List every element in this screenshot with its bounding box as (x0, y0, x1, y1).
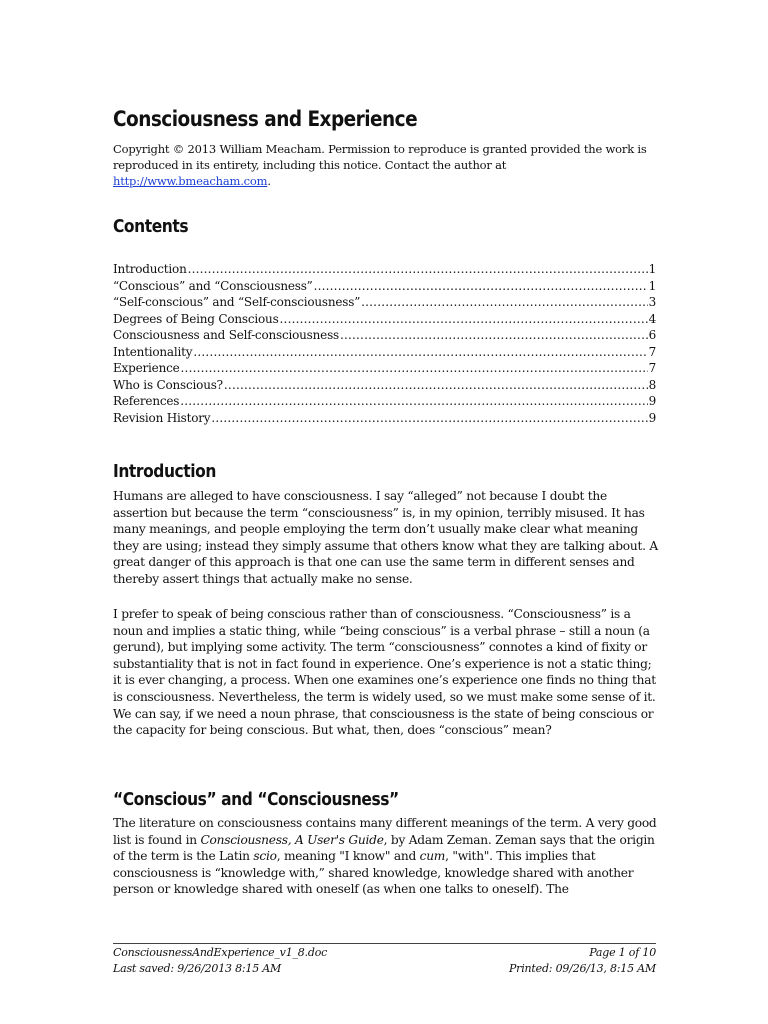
document-page (113, 0, 656, 1024)
document-title: Consciousness and Experience (113, 107, 418, 131)
toc-entry-title: Degrees of Being Conscious (113, 311, 279, 326)
toc-dot-leader (340, 328, 648, 342)
introduction-heading: Introduction (113, 461, 216, 482)
contents-heading: Contents (113, 216, 189, 237)
toc-entry[interactable] (113, 345, 656, 362)
latin-term-cum: cum (419, 849, 446, 864)
toc-entry-page: 1 (648, 278, 656, 293)
footer-divider (113, 943, 656, 944)
toc-entry-title: Consciousness and Self-consciousness (113, 328, 339, 342)
footer-last-saved: Last saved: 9/26/2013 8:15 AM (113, 962, 282, 975)
toc-dot-leader (361, 295, 647, 309)
toc-entry[interactable] (113, 279, 656, 296)
toc-entry-page: 1 (648, 262, 656, 276)
toc-entry-page: 9 (648, 410, 656, 425)
toc-entry-title: “Self-conscious” and “Self-consciousness” (113, 295, 361, 309)
toc-entry[interactable] (113, 394, 656, 411)
author-website-link[interactable]: http://www.bmeacham.com (113, 174, 268, 188)
toc-entry-title: Intentionality (113, 344, 193, 359)
paragraph-text: , by Adam Zeman. Zeman says that the origin of the term is the Latin (113, 832, 655, 864)
latin-term-scio: scio (253, 849, 277, 864)
footer-page-number: Page 1 of 10 (589, 946, 656, 959)
toc-dot-leader (193, 345, 647, 359)
toc-entry[interactable] (113, 262, 656, 279)
toc-entry-page: 6 (648, 328, 656, 342)
table-of-contents (113, 262, 656, 427)
toc-entry-page: 3 (648, 295, 656, 309)
footer-row-2 (113, 962, 656, 975)
paragraph-text: , "with". This implies that consciousness is “knowledge with,” shared knowledge, knowledge shared with another person or knowledge shared with oneself (as when one talks to oneself). The (113, 849, 634, 897)
introduction-paragraph-2: I prefer to speak of being conscious rather than of consciousness. “Consciousness” is a noun and implies a static thing, while “being conscious” is a verbal phrase – still a noun (a gerund), but implying some activity. The term “consciousness” connotes a kind of fixity or substantiality that is not in fact found in experience. One’s experience is not a static thing; it is ever changing, a process. When one examines one’s experience one finds no thing that is consciousness. Nevertheless, the term is widely used, so we must make some sense of it. We can say, if we need a noun phrase, that consciousness is the state of being conscious or the capacity for being conscious. But what, then, does “conscious” mean? (113, 607, 656, 738)
toc-entry-page: 4 (648, 311, 656, 326)
toc-entry-title: References (113, 394, 180, 408)
toc-entry[interactable] (113, 411, 656, 428)
toc-entry-title: Experience (113, 361, 180, 375)
paragraph-text: The literature on consciousness contains many different meanings of the term. A very good list is found in (113, 816, 657, 847)
toc-entry[interactable] (113, 295, 656, 312)
toc-entry[interactable] (113, 312, 656, 329)
toc-dot-leader (224, 378, 648, 392)
footer-row-1 (113, 946, 656, 959)
toc-dot-leader (180, 394, 647, 408)
toc-entry-title: Revision History (113, 410, 211, 425)
toc-dot-leader (181, 361, 648, 375)
toc-entry-page: 8 (648, 377, 656, 392)
conscious-section-heading: “Conscious” and “Consciousness” (113, 789, 399, 810)
toc-entry[interactable] (113, 361, 656, 378)
copyright-text: Copyright © 2013 William Meacham. Permission to reproduce is granted provided the work is reproduced in its entirety, including this notice. Contact the author at (113, 142, 647, 172)
toc-dot-leader (188, 262, 648, 276)
toc-entry-page: 7 (648, 361, 656, 375)
toc-entry[interactable] (113, 328, 656, 345)
toc-dot-leader (314, 279, 648, 293)
toc-entry-page: 7 (648, 344, 656, 359)
toc-dot-leader (211, 411, 647, 425)
toc-entry-title: Introduction (113, 262, 187, 276)
toc-dot-leader (280, 312, 648, 326)
book-title: Consciousness, A User's Guide (200, 832, 384, 847)
footer-printed: Printed: 09/26/13, 8:15 AM (508, 962, 656, 975)
introduction-paragraph-1: Humans are alleged to have consciousness. I say “alleged” not because I doubt the assertion but because the term “consciousness” is, in my opinion, terribly misused. It has many meanings, and people employing the term don’t usually make clear what meaning they are using; instead they simply assume that others know what they are talking about. A great danger of this approach is that one can use the same term in different senses and thereby assert things that actually make no sense. (113, 489, 658, 586)
footer-filename: ConsciousnessAndExperience_v1_8.doc (113, 946, 328, 959)
copyright-end: . (267, 174, 271, 188)
toc-entry-title: Who is Conscious? (113, 377, 223, 392)
toc-entry-page: 9 (648, 394, 656, 408)
toc-entry-title: “Conscious” and “Consciousness” (113, 278, 313, 293)
copyright-notice (113, 141, 658, 189)
conscious-section-paragraph (113, 815, 658, 898)
toc-entry[interactable] (113, 378, 656, 395)
paragraph-text: , meaning "I know" and (276, 849, 420, 864)
